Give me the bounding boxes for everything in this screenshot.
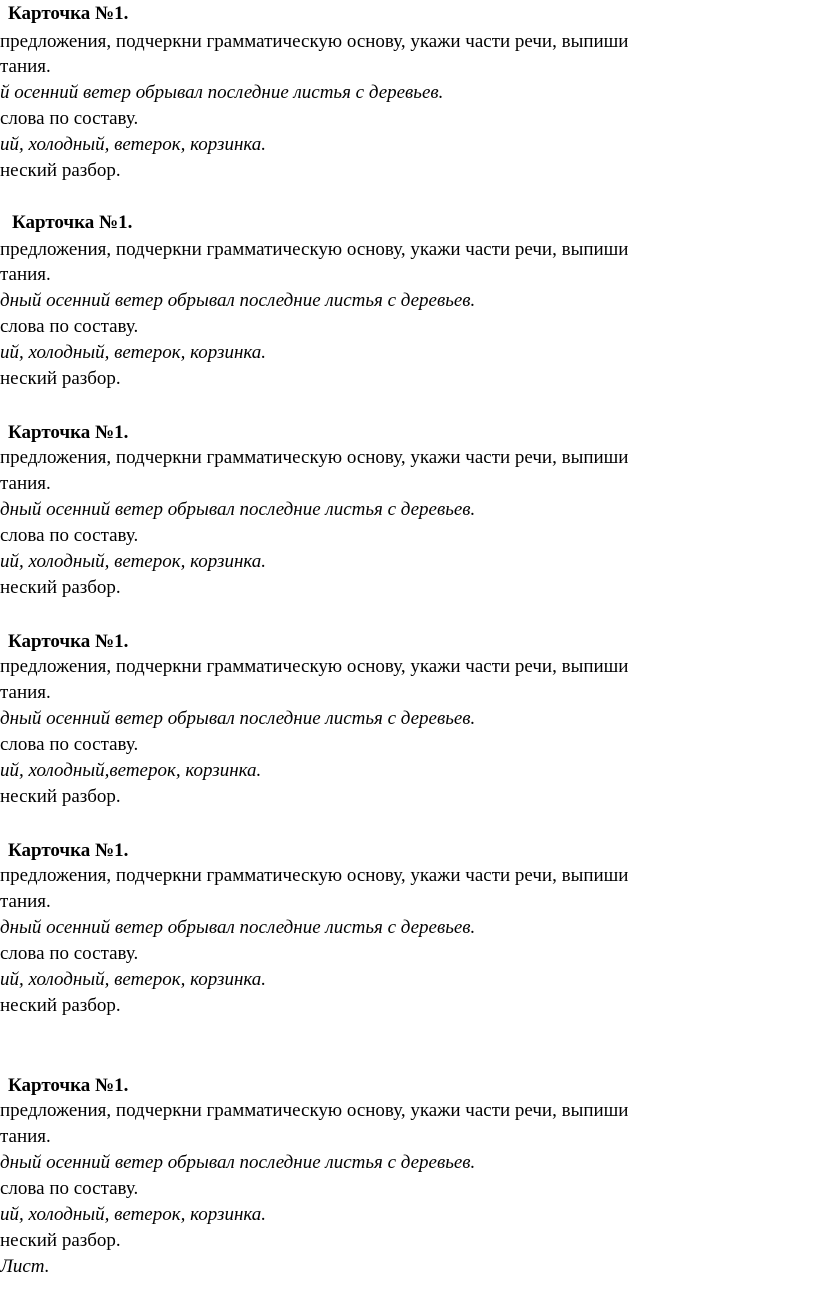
task-2-text: слова по составу. (0, 316, 139, 337)
task-3-text: неский разбор. (0, 995, 121, 1016)
sentence-text: дный осенний ветер обрывал последние листья с деревьев. (0, 499, 476, 520)
footer-text: Лист. (0, 1256, 50, 1277)
task-3-text: неский разбор. (0, 577, 121, 598)
task-1-continuation: тания. (0, 1126, 51, 1147)
sentence-text: й осенний ветер обрывал последние листья с деревьев. (0, 82, 444, 103)
task-3-text: неский разбор. (0, 160, 121, 181)
sentence-text: дный осенний ветер обрывал последние листья с деревьев. (0, 290, 476, 311)
sentence-text: дный осенний ветер обрывал последние листья с деревьев. (0, 708, 476, 729)
task-1-continuation: тания. (0, 682, 51, 703)
task-3-text: неский разбор. (0, 368, 121, 389)
task-2-text: слова по составу. (0, 1178, 139, 1199)
words-list: ий, холодный, ветерок, корзинка. (0, 1204, 267, 1225)
words-list: ий, холодный, ветерок, корзинка. (0, 551, 267, 572)
card-title: Карточка №1. (8, 3, 129, 24)
words-list: ий, холодный, ветерок, корзинка. (0, 969, 267, 990)
task-2-text: слова по составу. (0, 943, 139, 964)
words-list: ий, холодный, ветерок, корзинка. (0, 342, 267, 363)
task-3-text: неский разбор. (0, 1230, 121, 1251)
task-1-continuation: тания. (0, 264, 51, 285)
task-1-text: предложения, подчеркни грамматическую основу, укажи части речи, выпиши (0, 865, 629, 886)
sentence-text: дный осенний ветер обрывал последние листья с деревьев. (0, 917, 476, 938)
task-1-text: предложения, подчеркни грамматическую основу, укажи части речи, выпиши (0, 239, 629, 260)
task-1-continuation: тания. (0, 56, 51, 77)
card-title: Карточка №1. (8, 631, 129, 652)
task-1-text: предложения, подчеркни грамматическую основу, укажи части речи, выпиши (0, 1100, 629, 1121)
words-list: ий, холодный,ветерок, корзинка. (0, 760, 262, 781)
card-title: Карточка №1. (8, 1075, 129, 1096)
task-1-continuation: тания. (0, 891, 51, 912)
task-1-text: предложения, подчеркни грамматическую основу, укажи части речи, выпиши (0, 31, 629, 52)
task-1-text: предложения, подчеркни грамматическую основу, укажи части речи, выпиши (0, 656, 629, 677)
card-title: Карточка №1. (8, 422, 129, 443)
task-1-continuation: тания. (0, 473, 51, 494)
words-list: ий, холодный, ветерок, корзинка. (0, 134, 267, 155)
task-2-text: слова по составу. (0, 108, 139, 129)
card-title: Карточка №1. (12, 212, 133, 233)
task-2-text: слова по составу. (0, 734, 139, 755)
card-title: Карточка №1. (8, 840, 129, 861)
task-2-text: слова по составу. (0, 525, 139, 546)
sentence-text: дный осенний ветер обрывал последние листья с деревьев. (0, 1152, 476, 1173)
task-1-text: предложения, подчеркни грамматическую основу, укажи части речи, выпиши (0, 447, 629, 468)
task-3-text: неский разбор. (0, 786, 121, 807)
